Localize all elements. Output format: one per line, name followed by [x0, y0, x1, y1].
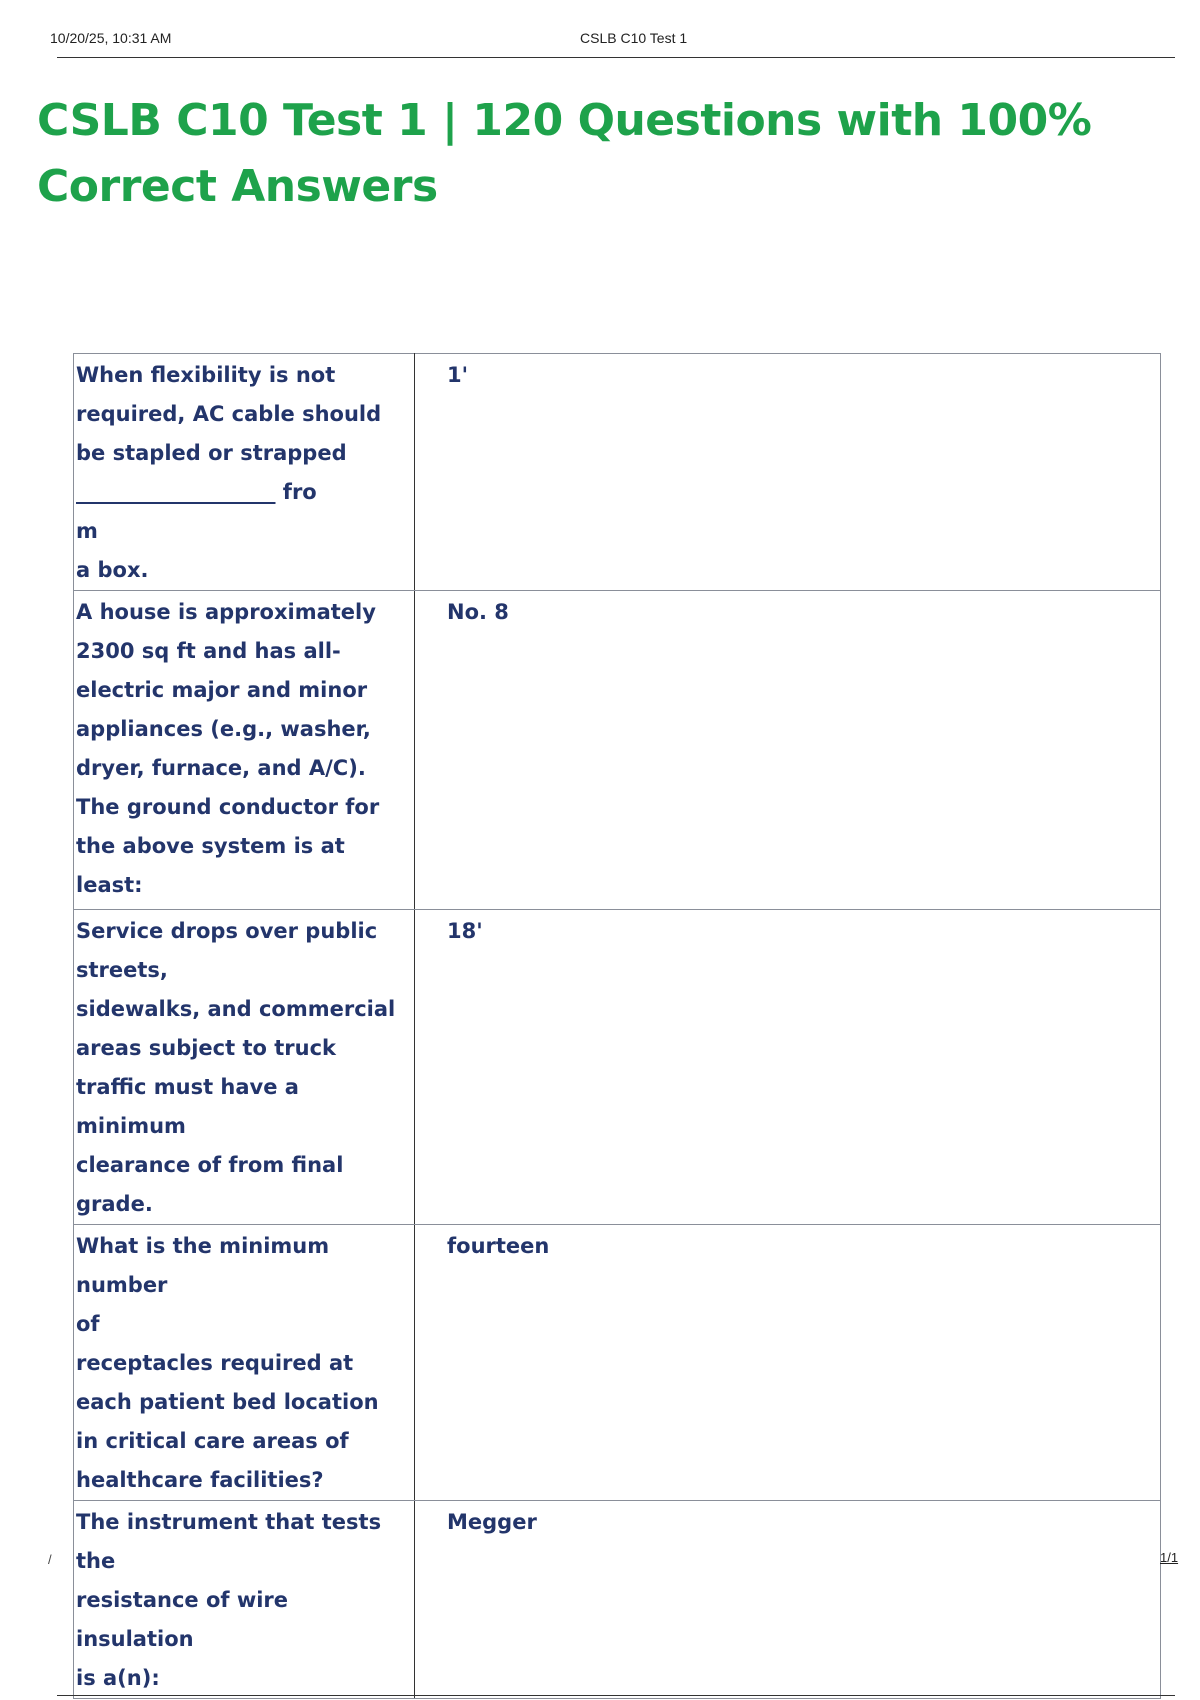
page-indicator: 1/1 — [1160, 1550, 1179, 1565]
question-cell: When flexibility is not required, AC cable should be stapled or strapped ___________________ fro m a box. — [74, 354, 415, 591]
answer-cell: No. 8 — [415, 591, 1161, 910]
header-rule — [57, 57, 1175, 58]
question-cell: What is the minimum number of receptacles required at each patient bed location in critical care areas of healthcare facilities? — [74, 1225, 415, 1501]
page-title: CSLB C10 Test 1 | 120 Questions with 100% Correct Answers — [37, 95, 1092, 212]
qa-row — [74, 354, 1161, 591]
answer-cell: 18' — [415, 910, 1161, 1225]
bottom-rule — [57, 1695, 1175, 1696]
print-header — [50, 30, 1175, 50]
qa-row — [74, 910, 1161, 1225]
answer-cell: fourteen — [415, 1225, 1161, 1501]
footer-mark: / — [48, 1552, 52, 1567]
qa-row — [74, 1225, 1161, 1501]
question-cell: The instrument that tests the resistance of wire insulation is a(n): — [74, 1501, 415, 1699]
question-cell: A house is approximately 2300 sq ft and has all- electric major and minor appliances (e.g., washer, dryer, furnace, and A/C). The ground conductor for the above system is at least: — [74, 591, 415, 910]
answer-cell: 1' — [415, 354, 1161, 591]
qa-table — [73, 353, 1161, 1699]
qa-row — [74, 1501, 1161, 1699]
question-cell: Service drops over public streets, sidewalks, and commercial areas subject to truck traffic must have a minimum clearance of from final grade. — [74, 910, 415, 1225]
answer-cell: Megger — [415, 1501, 1161, 1699]
qa-row — [74, 591, 1161, 910]
print-datetime: 10/20/25, 10:31 AM — [50, 30, 172, 46]
print-doc-title: CSLB C10 Test 1 — [580, 30, 688, 46]
